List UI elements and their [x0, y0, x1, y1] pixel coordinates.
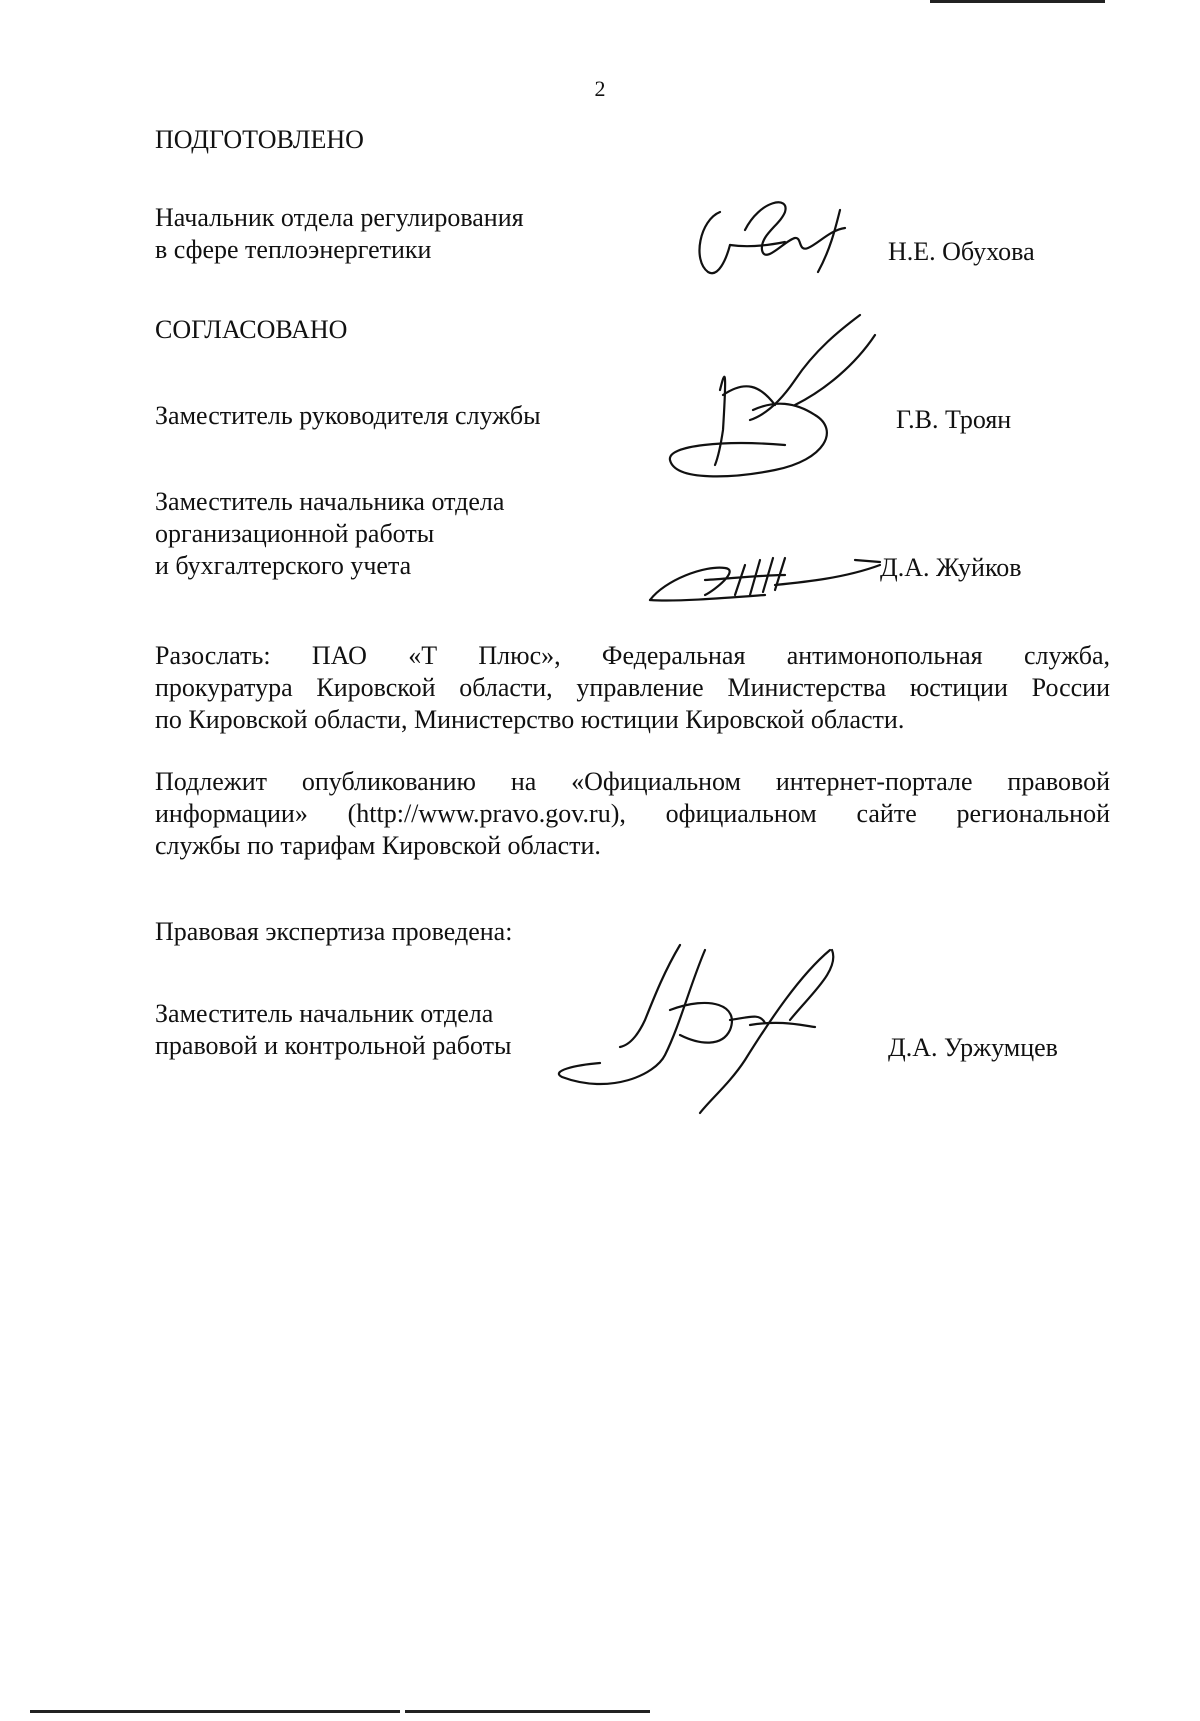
legal-review-heading: Правовая экспертиза проведена:: [155, 917, 513, 946]
signature-urzhumtsev: [550, 935, 870, 1115]
distribution-line: Разослать: ПАО «Т Плюс», Федеральная антимонопольная служба,: [155, 641, 1110, 670]
publication-line: информации» (http://www.pravo.gov.ru), официальном сайте региональной: [155, 799, 1110, 828]
bottom-edge-mark: [405, 1710, 650, 1713]
page-number: 2: [594, 76, 606, 101]
prepared-position-line: Начальник отдела регулирования: [155, 203, 524, 232]
bottom-edge-mark: [30, 1710, 400, 1713]
agreed-signer-2-position: и бухгалтерского учета: [155, 551, 412, 580]
prepared-heading: ПОДГОТОВЛЕНО: [155, 125, 364, 154]
prepared-signer-name: Н.Е. Обухова: [888, 237, 1035, 266]
distribution-paragraph: [155, 640, 1110, 736]
distribution-line: прокуратура Кировской области, управление Министерства юстиции России: [155, 673, 1110, 702]
publication-line: службы по тарифам Кировской области.: [155, 831, 601, 860]
prepared-position-line: в сфере теплоэнергетики: [155, 235, 432, 264]
legal-review-signer-name: Д.А. Уржумцев: [888, 1033, 1058, 1062]
top-edge-mark: [930, 0, 1105, 3]
agreed-signer-2-position: Заместитель начальника отдела: [155, 487, 505, 516]
signature-troyan: [665, 310, 885, 510]
publication-paragraph: [155, 766, 1110, 862]
legal-review-position: Заместитель начальник отдела: [155, 999, 494, 1028]
agreed-signer-2-position: организационной работы: [155, 519, 435, 548]
publication-line: Подлежит опубликованию на «Официальном интернет-портале правовой: [155, 767, 1110, 796]
signature-obukhova: [690, 190, 870, 290]
agreed-signer-1-position: Заместитель руководителя службы: [155, 401, 541, 430]
agreed-signer-2-name: Д.А. Жуйков: [880, 553, 1022, 582]
agreed-signer-1-name: Г.В. Троян: [896, 405, 1012, 434]
signature-zhuikov: [645, 540, 885, 615]
distribution-line: по Кировской области, Министерство юстиции Кировской области.: [155, 705, 905, 734]
legal-review-position: правовой и контрольной работы: [155, 1031, 512, 1060]
agreed-heading: СОГЛАСОВАНО: [155, 315, 348, 344]
